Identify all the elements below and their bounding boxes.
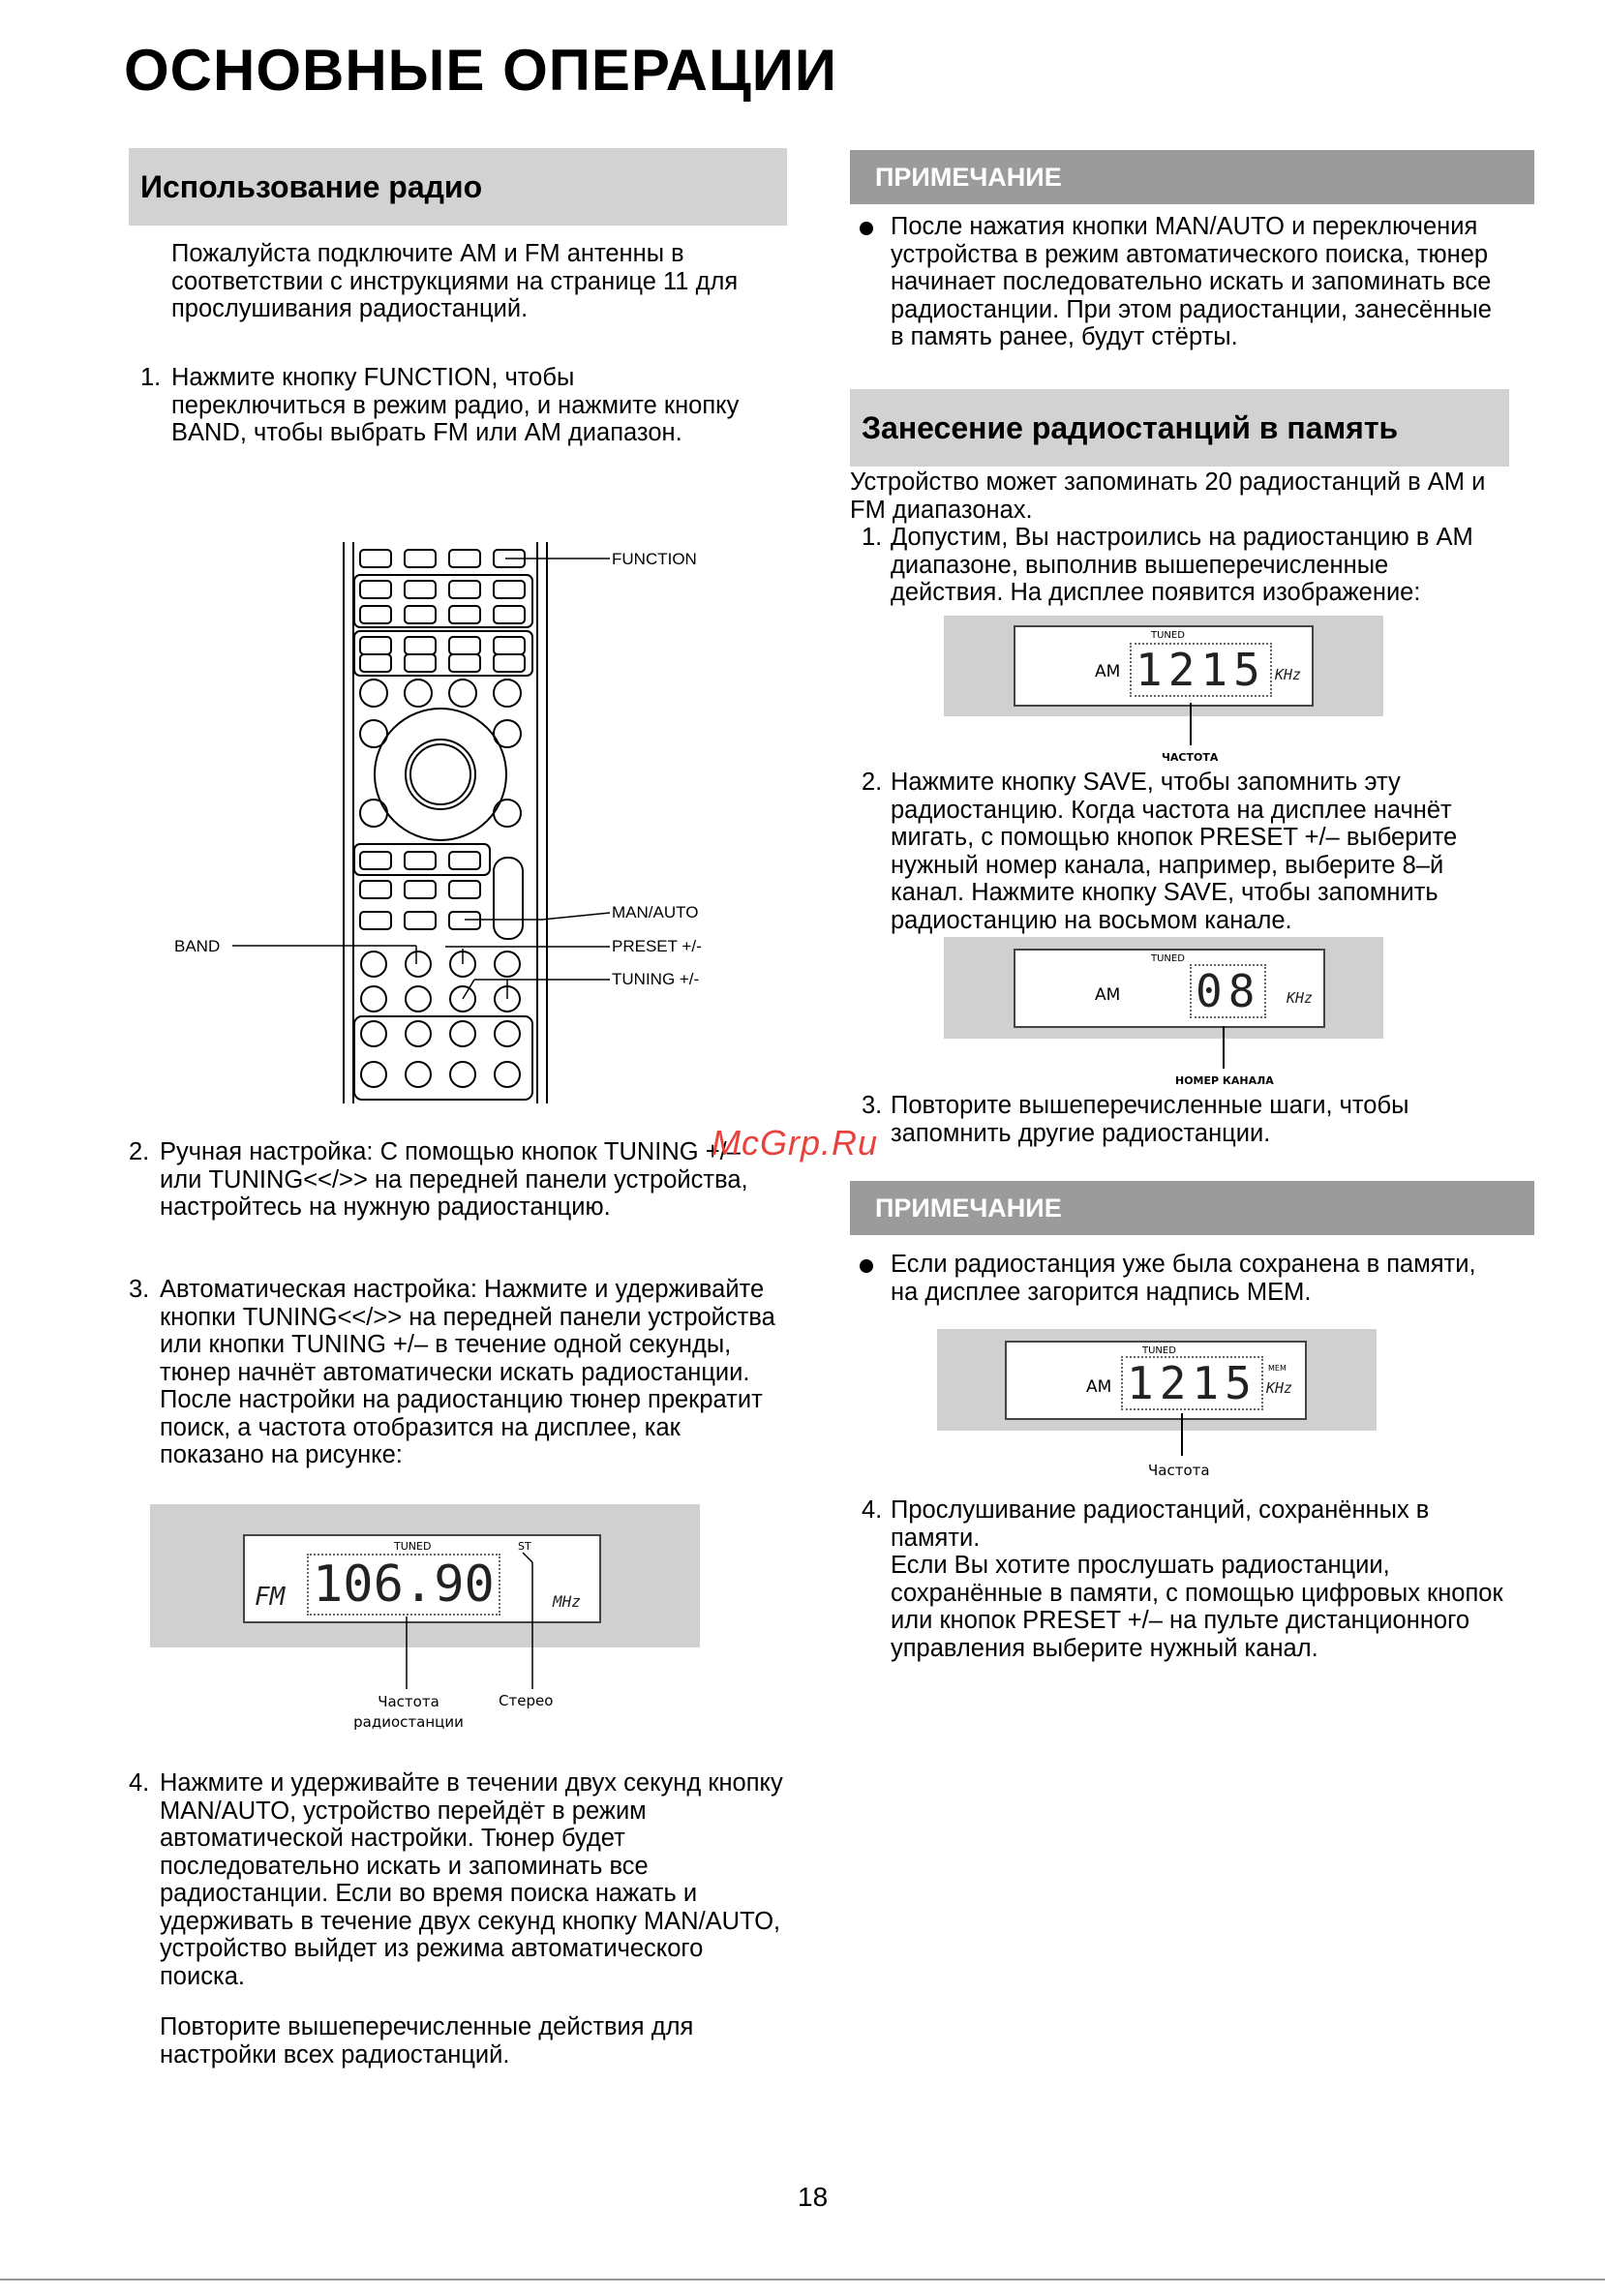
page-number: 18	[798, 2182, 829, 2212]
preset-callout-label: PRESET +/-	[612, 937, 702, 955]
step-number: 2.	[862, 769, 883, 796]
watermark-text: McGrp.Ru	[712, 1123, 879, 1163]
unit-indicator: KHz	[1275, 666, 1302, 683]
am-display-panel-1	[944, 616, 1383, 716]
frequency-caption	[346, 1692, 471, 1733]
stereo-indicator: ST	[518, 1540, 531, 1553]
display-3-caption: Частота	[1148, 1462, 1210, 1479]
memory-step-1	[862, 524, 1500, 607]
band-indicator: AM	[1086, 1377, 1112, 1397]
band-indicator: AM	[1095, 985, 1121, 1005]
step-text: Если Вы хотите прослушать радиостанции, сохранённые в памяти, с помощью цифровых кнопок или кнопок PRESET +/– на пульте дистанционного управления выберите нужный канал.	[891, 1552, 1503, 1662]
radio-step-2	[129, 1138, 768, 1222]
unit-indicator: KHz	[1287, 989, 1314, 1007]
frequency-caption-line2: радиостанции	[353, 1713, 464, 1731]
radio-intro-text: Пожалуйста подключите AM и FM антенны в соответствии с инструкциями на странице 11 для прослушивания радиостанций.	[171, 240, 739, 322]
page-title: ОСНОВНЫЕ ОПЕРАЦИИ	[124, 38, 838, 103]
step-text: Ручная настройка: С помощью кнопок TUNING +/– или TUNING<</>> на передней панели устройства, настройтесь на нужную радиостанцию.	[160, 1138, 748, 1221]
memory-intro-text: Устройство может запоминать 20 радиостанций в AM и FM диапазонах.	[850, 468, 1486, 524]
frequency-readout: 1215	[1130, 643, 1272, 697]
tuned-indicator: TUNED	[1142, 1345, 1176, 1356]
step-text: Автоматическая настройка: Нажмите и удерживайте кнопки TUNING<</>> на передней панели устройства или кнопки TUNING +/– в течение одной секунды, тюнер начнёт автоматически искать радиостанции. После настройки на радиостанцию тюнер прекратит поиск, а частота отобразится на дисплее, как показано на рисунке:	[160, 1276, 775, 1468]
step-text: Нажмите кнопку SAVE, чтобы запомнить эту радиостанцию. Когда частота на дисплее начнёт мигать, с помощью кнопок PRESET +/– выберите нужный номер канала, например, выберите 8–й канал. Нажмите кнопку SAVE, чтобы запомнить радиостанцию на восьмом канале.	[891, 769, 1458, 934]
band-indicator: FM	[255, 1583, 286, 1612]
section-heading-memory-text: Занесение радиостанций в память	[862, 410, 1399, 445]
am-lcd-screen-3	[1005, 1341, 1307, 1420]
frequency-readout: 106.90	[307, 1554, 500, 1616]
frequency-readout: 1215	[1121, 1356, 1263, 1410]
note-1	[860, 213, 1499, 351]
step-number: 1.	[862, 524, 883, 551]
fm-display-callouts	[387, 1539, 561, 1694]
band-indicator: AM	[1095, 662, 1121, 681]
channel-number-readout: 08	[1190, 964, 1266, 1018]
section-heading-radio-text: Использование радио	[140, 169, 483, 204]
am-lcd-screen-1	[1014, 625, 1314, 707]
step-number: 3.	[862, 1092, 883, 1119]
display-2-callout-line	[1223, 1026, 1225, 1069]
display-2-caption: НОМЕР КАНАЛА	[1175, 1074, 1274, 1087]
unit-indicator: KHz	[1266, 1379, 1293, 1397]
tuning-callout-label: TUNING +/-	[612, 970, 700, 988]
memory-intro	[850, 468, 1508, 524]
note-2	[860, 1251, 1499, 1306]
mem-indicator: MEM	[1268, 1364, 1287, 1373]
step-text: Нажмите кнопку FUNCTION, чтобы переключиться в режим радио, и нажмите кнопку BAND, чтобы выбрать FM или AM диапазон.	[171, 364, 740, 446]
remote-control-illustration	[155, 532, 774, 1113]
memory-step-3	[862, 1092, 1500, 1147]
step-text: Допустим, Вы настроились на радиостанцию в AM диапазоне, выполнив вышеперечисленные действия. На дисплее появится изображение:	[891, 524, 1473, 606]
step-number: 2.	[129, 1138, 150, 1165]
radio-step-3	[129, 1276, 787, 1469]
section-heading-memory	[850, 389, 1509, 467]
am-display-panel-3	[937, 1329, 1377, 1431]
radio-repeat-text: Повторите вышеперечисленные действия для настройки всех радиостанций.	[160, 2013, 694, 2069]
step-number: 1.	[140, 364, 162, 391]
memory-step-2	[862, 769, 1520, 934]
memory-step-4	[862, 1496, 1520, 1662]
radio-step-1	[140, 364, 750, 447]
step-text: Повторите вышеперечисленные шаги, чтобы запомнить другие радиостанции.	[891, 1092, 1409, 1147]
note-heading-2: ПРИМЕЧАНИЕ	[850, 1181, 1534, 1235]
am-display-panel-2	[944, 937, 1383, 1039]
radio-repeat	[160, 2013, 779, 2069]
display-3-callout-line	[1181, 1413, 1183, 1456]
note-heading-1: ПРИМЕЧАНИЕ	[850, 150, 1534, 204]
step-number: 4.	[862, 1496, 883, 1524]
bullet-icon	[860, 222, 873, 235]
radio-step-4	[129, 1769, 787, 1990]
step-number: 3.	[129, 1276, 150, 1303]
display-1-caption: ЧАСТОТА	[1162, 751, 1219, 764]
unit-indicator: MHz	[553, 1592, 581, 1611]
manauto-callout-label: MAN/AUTO	[612, 903, 699, 921]
am-lcd-screen-2	[1014, 949, 1325, 1028]
stereo-caption: Стерео	[499, 1692, 554, 1709]
function-callout-label: FUNCTION	[612, 550, 697, 568]
section-heading-radio	[129, 148, 787, 226]
radio-intro	[171, 240, 801, 323]
tuned-indicator: TUNED	[1151, 953, 1185, 964]
tuned-indicator: TUNED	[1151, 630, 1185, 641]
frequency-caption-line1: Частота	[378, 1693, 439, 1710]
note-2-text: Если радиостанция уже была сохранена в памяти, на дисплее загорится надпись MEM.	[891, 1251, 1476, 1306]
band-callout-label: BAND	[174, 937, 221, 955]
tuned-indicator: TUNED	[394, 1540, 432, 1553]
footer-divider	[0, 2279, 1605, 2281]
step-number: 4.	[129, 1769, 150, 1797]
bullet-icon	[860, 1259, 873, 1273]
display-1-callout-line	[1190, 703, 1192, 745]
step-text: Нажмите и удерживайте в течении двух секунд кнопку MAN/AUTO, устройство перейдёт в режим автоматической настройки. Тюнер будет последовательно искать и запоминать все радиостанции. Если во время поиска нажать и удерживать в течение двух секунд кнопку MAN/AUTO, устройство выйдет из режима автоматического поиска.	[160, 1769, 783, 1990]
step-title: Прослушивание радиостанций, сохранённых в памяти.	[891, 1496, 1430, 1552]
note-1-text: После нажатия кнопки MAN/AUTO и переключения устройства в режим автоматического поиска, тюнер начинает последовательно искать и запоминать все радиостанции. При этом радиостанции, занесённые в память ранее, будут стёрты.	[891, 213, 1492, 350]
